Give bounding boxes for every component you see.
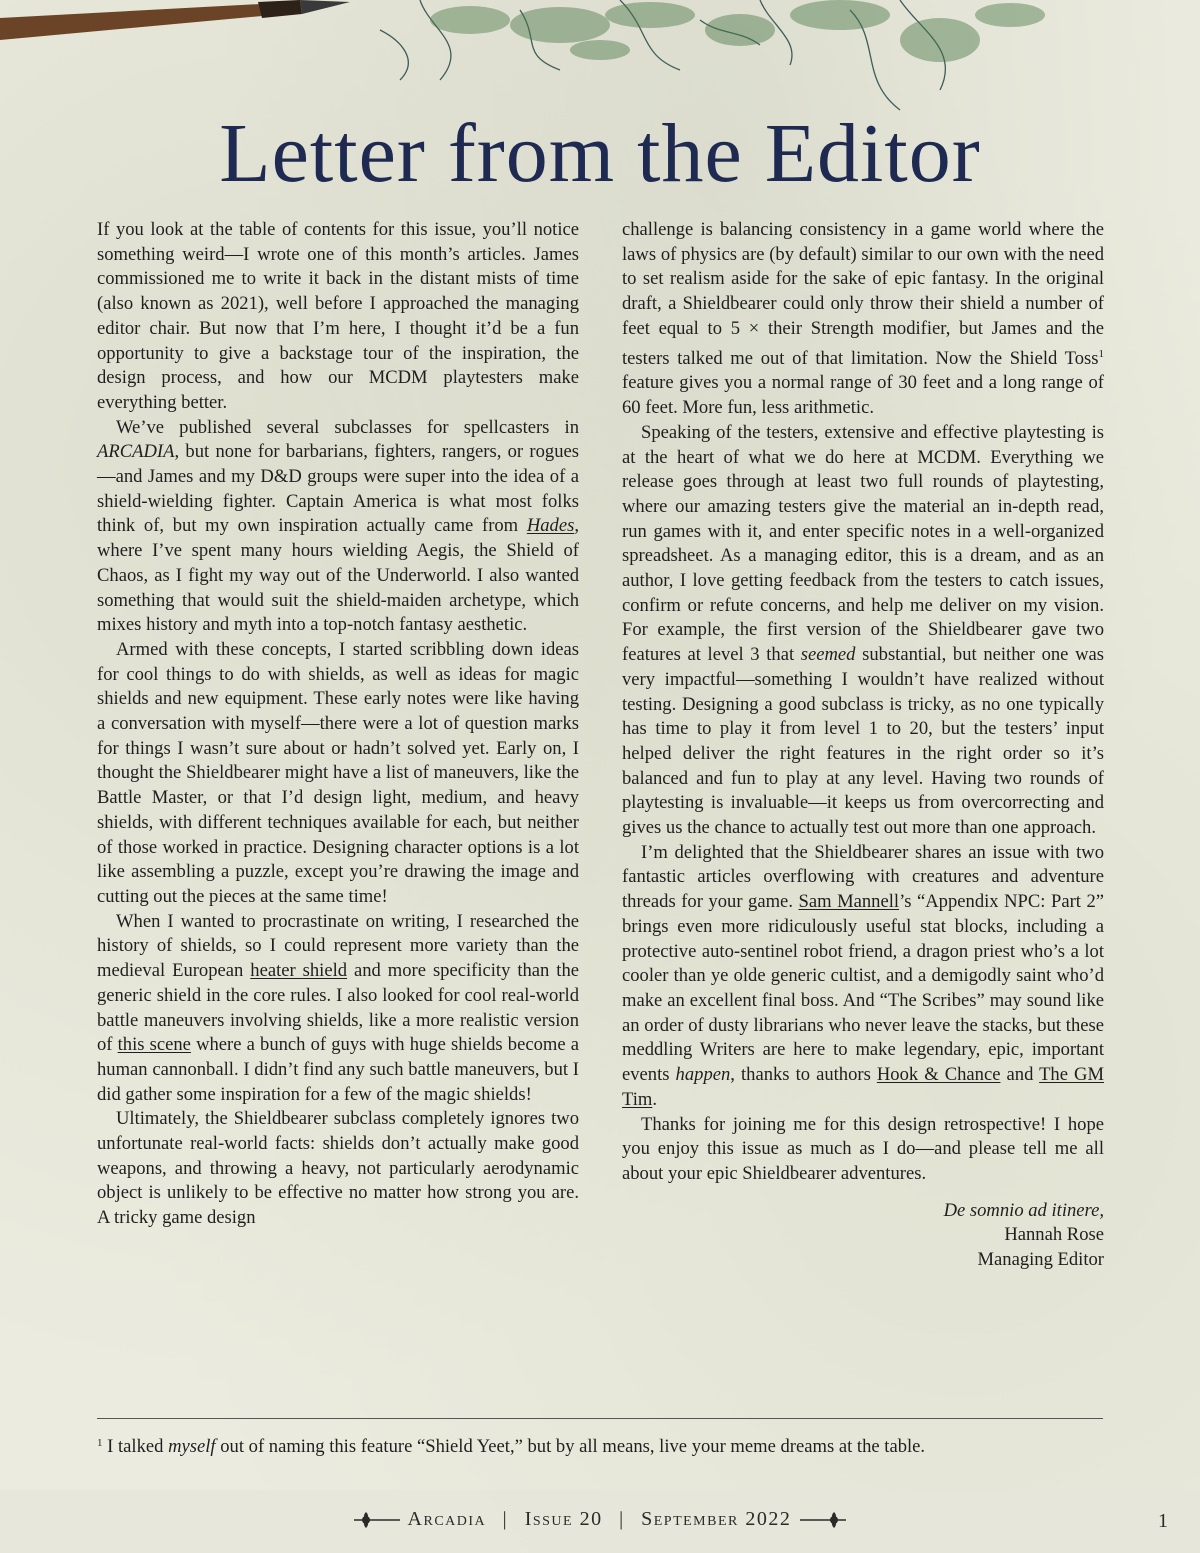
left-column <box>97 218 579 1231</box>
paragraph-articles: I’m delighted that the Shieldbearer shares an issue with two fantastic articles overflowing with creatures and adventure threads for your game. Sam Mannell’s “Appendix NPC: Part 2” brings even more ridiculously useful stat blocks, including a protective auto-sentinel robot friend, a dragon priest who’s a lot cooler than ye olde generic cultist, and a demigodly saint who’d make an excellent final boss. And “The Scribes” may sound like an order of dusty librarians who never leave the stacks, but these meddling Writers are here to make legendary, epic, important events happen, thanks to authors Hook & Chance and The GM Tim. <box>622 841 1105 1110</box>
paragraph-intro: If you look at the table of contents for this issue, you’ll notice something weird—I wrote one of this month’s articles. James commissioned me to write it back in the distant mists of time (also known as 2021), well before I approached the managing editor chair. But now that I’m here, I thought it’d be a fun opportunity to give a backstage tour of the inspiration, the design process, and how our MCDM playtesters make everything better. <box>97 219 579 413</box>
left-flourish-icon <box>352 1508 402 1532</box>
right-flourish-icon <box>798 1508 848 1532</box>
hook-and-chance-link[interactable]: Hook & Chance <box>876 1064 1001 1086</box>
page-title: Letter from the Editor <box>219 107 981 200</box>
signoff <box>622 1199 1104 1273</box>
paragraph-playtesting: Speaking of the testers, extensive and effective playtesting is at the heart of what we do here at MCDM. Everything we release goes through at least two full rounds of playtesting, where our amazing testers give the material an in-depth read, run games with it, and enter specific notes in a well-organized spreadsheet. As a managing editor, this is a dream, and as an author, I love getting feedback from the testers to catch issues, confirm or refute concerns, and help me deliver on my vision. For example, the first version of the Shieldbearer gave two features at level 3 that seemed substantial, but neither one was very impactful—something I wouldn’t have realized without testing. Designing a good subclass is tricky, as no one typically has time to play it from level 1 to 20, but the testers’ input helped deliver the right features in the right order so it’s balanced and fun to play at any level. Having two rounds of playtesting is invaluable—it keeps us from overcorrecting and gives us the chance to actually test out more than one approach. <box>622 421 1104 839</box>
the-gm-tim-link[interactable]: The GM Tim <box>622 1064 1104 1110</box>
green-leaf-wash <box>430 0 1045 62</box>
footnote-divider <box>97 1418 1103 1419</box>
page-footer: Arcadia | Issue 20 | September 2022 <box>0 1508 1200 1532</box>
heater-shield-link[interactable]: heater shield <box>250 960 348 982</box>
footnote: $^1$ I talked myself out of naming this feature “Shield Yeet,” but by all means, live your meme dreams at the table. <box>97 1436 926 1457</box>
this-scene-link[interactable]: this scene <box>117 1034 191 1056</box>
signoff-closing: De somnio ad itinere, <box>943 1199 1104 1221</box>
hades-link[interactable]: Hades <box>526 515 575 537</box>
signoff-name: Hannah Rose <box>1004 1224 1104 1246</box>
sam-mannell-link[interactable]: Sam Mannell <box>798 891 900 913</box>
footer-publication: Arcadia <box>407 1508 487 1530</box>
fountain-pen-icon <box>0 0 350 40</box>
page-number: 1 <box>1158 1510 1168 1532</box>
paragraph-challenge: challenge is balancing consistency in a game world where the laws of physics are (by default) similar to our own with the need to set realism aside for the sake of epic fantasy. In the original draft, a Shieldbearer could only throw their shield a number of feet equal to 5 × their Strength modifier, but James and the testers talked me out of that limitation. Now the Shield Toss$^1$ feature gives you a normal range of 30 feet and a long range of 60 feet. More fun, less arithmetic. <box>622 219 1104 419</box>
signoff-role: Managing Editor <box>977 1249 1104 1271</box>
paragraph-ultimately: Ultimately, the Shieldbearer subclass completely ignores two unfortunate real-world facts: shields don’t actually make good weapons, and throwing a heavy, not particularly aerodynamic object is unlikely to be effective no matter how strong you are. A tricky game design <box>97 1108 579 1229</box>
paragraph-research: When I wanted to procrastinate on writing, I researched the history of shields, so I could represent more variety than the medieval European heater shield and more specificity than the generic shield in the core rules. I also looked for cool real-world battle maneuvers involving shields, like a more realistic version of this scene where a bunch of guys with huge shields become a human cannonball. I didn’t find any such battle maneuvers, but I did gather some inspiration for a few of the magic shields! <box>97 910 580 1105</box>
paragraph-spellcasters: We’ve published several subclasses for spellcasters in ARCADIA, but none for barbarians, fighters, rangers, or rogues—and James and my D&D groups were super into the idea of a shield-wielding fighter. Captain America is what most folks think of, but my own inspiration actually came from Hades, where I’ve spent many hours wielding Aegis, the Shield of Chaos, as I fight my way out of the Underworld. I also wanted something that would suit the shield-maiden archetype, which mixes history and myth into a top-notch fantasy aesthetic. <box>97 416 579 636</box>
paragraph-thanks: Thanks for joining me for this design retrospective! I hope you enjoy this issue as much as I do—and please tell me all about your epic Shieldbearer adventures. <box>622 1113 1104 1184</box>
right-column <box>622 218 1104 1273</box>
footnote-marker[interactable]: 1 <box>1098 347 1104 360</box>
arcadia-title: ARCADIA <box>97 441 175 463</box>
paragraph-concepts: Armed with these concepts, I started scribbling down ideas for cool things to do with shields, as well as ideas for magic shields and new equipment. These early notes were like having a conversation with myself—there were a lot of question marks for things I wasn’t sure about or hadn’t solved yet. Early on, I thought the Shieldbearer might have a list of maneuvers, like the Battle Master, or that I’d design light, medium, and heavy shields, with different techniques available for each, but neither of those worked in practice. Designing character options is a lot like assembling a puzzle, except you’re drawing the image and cutting out the pieces at the same time! <box>97 638 579 907</box>
footer-date: September 2022 <box>641 1508 792 1530</box>
footer-issue: Issue 20 <box>524 1508 603 1530</box>
